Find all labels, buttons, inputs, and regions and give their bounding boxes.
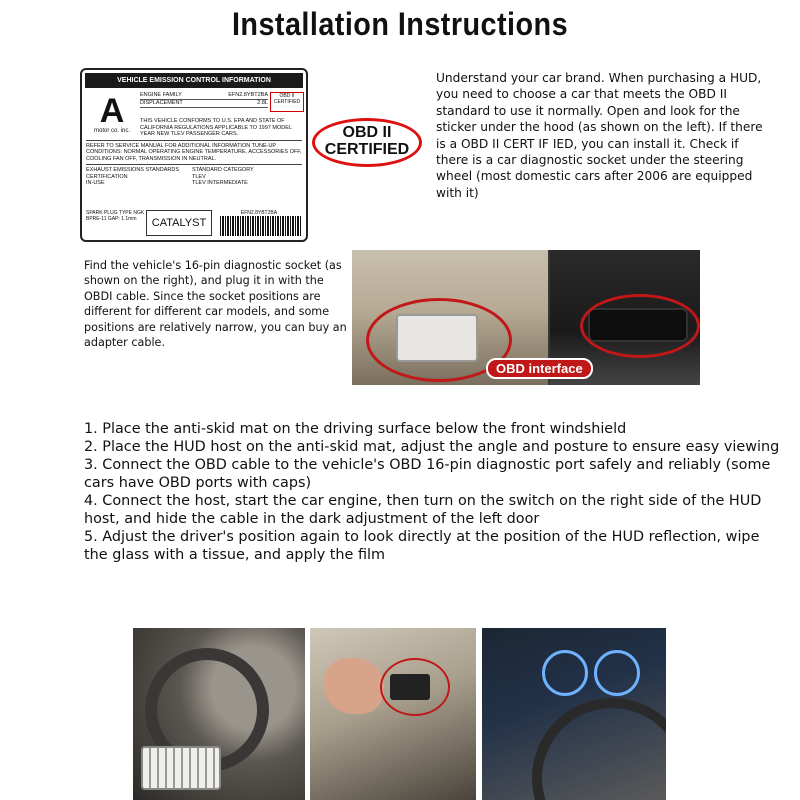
dashboard-steering-wheel [532, 698, 666, 800]
in-use-value: TLEV INTERMEDIATE [192, 180, 248, 186]
sticker-logo-letter: A [99, 92, 125, 130]
barcode-id: EFN2.8YBT2BA [240, 210, 278, 216]
sticker-service-text: REFER TO SERVICE MANUAL FOR ADDITIONAL INFORMATION TUNE-UP CONDITIONS: NORMAL OPERATING ENGINE TEMPERATURE, ACCESSORIES OFF, COOLING FAN OFF, TRANSMISSION IN NEUTRAL. [86, 142, 302, 162]
engine-family-label: ENGINE FAMILY [140, 92, 182, 98]
obd-badge-line1: OBD II [342, 124, 392, 141]
gauge-left [542, 650, 588, 696]
gauge-right [594, 650, 640, 696]
spark-plug-text: SPARK PLUG TYPE NGK BPRE-11 GAP: 1.1mm [86, 210, 145, 222]
step-item: 1. Place the anti-skid mat on the driving surface below the front windshield [84, 421, 627, 437]
socket-paragraph: Find the vehicle's 16-pin diagnostic socket (as shown on the right), and plug it in with the OBDI cable. Since the socket positions are different for different car models, and some positions are relatively narrow, you can buy an adapter cable. [84, 259, 347, 350]
displacement-label: DISPLACEMENT [140, 100, 183, 106]
dashboard-photo [482, 628, 666, 800]
step-item: 2. Place the HUD host on the anti-skid mat, adjust the angle and posture to ensure easy viewing [84, 439, 780, 455]
catalyst-label: CATALYST [146, 210, 212, 236]
intro-paragraph: Understand your car brand. When purchasing a HUD, you need to choose a car that meets the OBD II standard to use it normally. Open and look for the sticker under the hood (as shown on the left). If there is a OBD II CERT IF IED, you can install it. Check if there is a car diagnostic socket under the steering wheel (most domestic cars after 2006 are equipped with it) [436, 71, 763, 200]
barcode [220, 216, 302, 236]
displacement-value: 2.8L [257, 100, 268, 106]
emission-sticker-image [80, 68, 308, 242]
sticker-body [86, 118, 302, 187]
plug-highlight-ring [380, 658, 450, 716]
step-item: 4. Connect the host, start the car engine, then turn on the switch on the right side of the HUD host, and hide the cable in the dark adjustment of the left door [84, 493, 762, 527]
sticker-header: VEHICLE EMISSION CONTROL INFORMATION [85, 73, 303, 88]
page-title: Installation Instructions [231, 6, 569, 42]
std-category-label: STANDARD CATEGORY [192, 167, 254, 173]
plugging-cable-photo [310, 628, 476, 800]
sticker-bottom [86, 210, 302, 236]
certification-label: CERTIFICATION [86, 173, 128, 180]
exhaust-label: EXHAUST EMISSIONS STANDARDS [86, 167, 180, 173]
obd-badge-line2: CERTIFIED [324, 141, 410, 158]
obd-connector-inset [141, 746, 221, 790]
obd-interface-label: OBD interface [486, 358, 593, 379]
install-steps [84, 420, 784, 564]
obd-certified-badge [312, 118, 422, 167]
in-use-label: IN-USE [86, 180, 105, 186]
hand [324, 658, 384, 714]
step-item: 3. Connect the OBD cable to the vehicle's OBD 16-pin diagnostic port safely and reliably (some cars have OBD ports with caps) [84, 457, 771, 491]
step-item: 5. Adjust the driver's position again to look directly at the position of the HUD reflection, wipe the glass with a tissue, and apply the film [84, 529, 760, 563]
sticker-logo-sub: motor co. inc. [93, 128, 130, 134]
engine-family-value: EFN2.8YBT2BA [228, 92, 268, 98]
sticker-obd-cert-box: OBD II CERTIFIED [270, 92, 304, 112]
steering-wheel-photo [133, 628, 305, 800]
certification-value: TLEV [192, 173, 206, 180]
sticker-conform-text: THIS VEHICLE CONFORMS TO U.S. EPA AND STATE OF CALIFORNIA REGULATIONS APPLICABLE TO 1997 MODEL YEAR NEW TLEV PASSENGER CARS. [140, 118, 292, 137]
obd-highlight-ring-right [580, 294, 700, 358]
obd-socket-photo [352, 250, 700, 385]
